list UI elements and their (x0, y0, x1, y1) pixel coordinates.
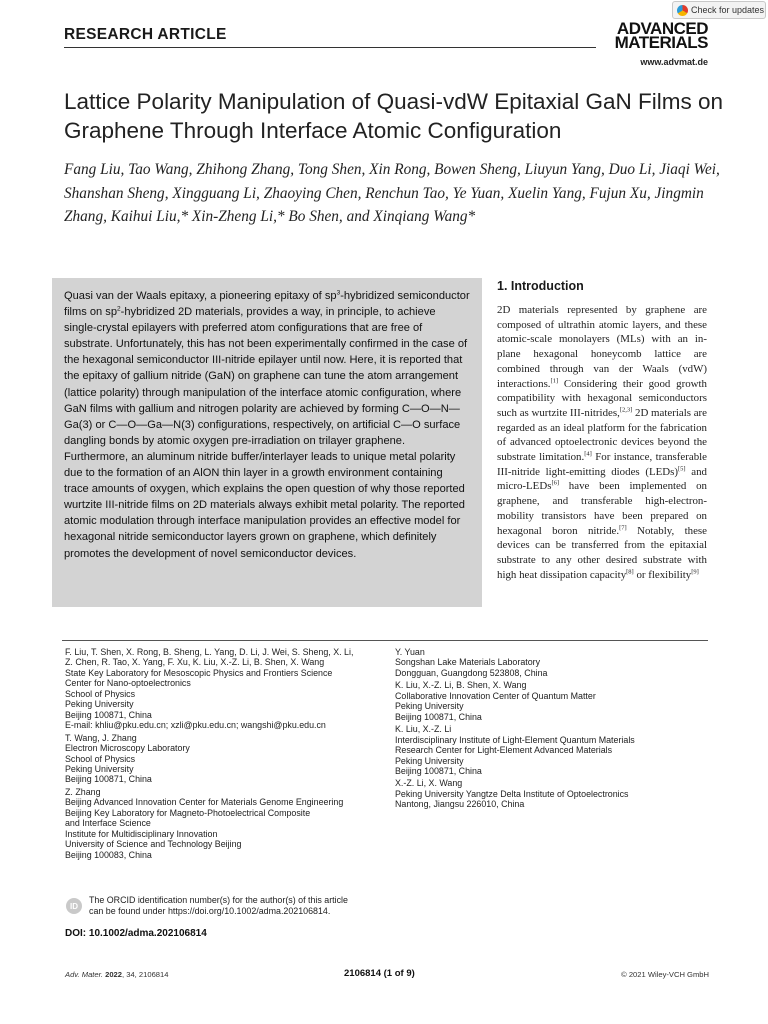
author-list: Fang Liu, Tao Wang, Zhihong Zhang, Tong Shen, Xin Rong, Bowen Sheng, Liuyun Yang, Duo Li, Jiaqi Wei, Shanshan Sheng, Xingguang Li, Zhaoying Chen, Renchun Tao, Ye Yuan, Xuelin Yang, Fujun Xu, Jingmin Zhang, Kaihui Liu,* Xin-Zheng Li,* Bo Shen, and Xinqiang Wang* (64, 161, 720, 225)
intro-text-part: Considering their good growth compatibility with hexagonal semiconductors such as wurtzite III-nitrides, (497, 377, 707, 419)
reference-link[interactable]: [1] (550, 376, 559, 384)
footer-page-number: 2106814 (1 of 9) (344, 968, 415, 979)
orcid-note (89, 895, 389, 917)
reference-link[interactable]: [8] (626, 568, 634, 576)
footer-volume-article: , 34, 2106814 (122, 970, 169, 979)
affiliation-line: Beijing 100083, China (65, 849, 152, 860)
affiliation-line: Beijing 100871, China (65, 709, 152, 720)
intro-text-part: Notably, these devices can be transferred from the epitaxial substrate to any other desired substrate with high heat dissipation capacity (497, 524, 707, 581)
footer-copyright: © 2021 Wiley-VCH GmbH (621, 970, 709, 979)
reference-link[interactable]: [7] (619, 523, 627, 531)
affiliation-line: Collaborative Innovation Center of Quantum Matter (395, 690, 596, 701)
affiliation-line: Beijing 100871, China (395, 765, 482, 776)
affiliation-line: Peking University (65, 699, 134, 710)
journal-url[interactable]: www.advmat.de (640, 57, 708, 67)
abstract-text (64, 288, 470, 562)
affiliation-line: State Key Laboratory for Mesoscopic Physics and Frontiers Science (65, 667, 333, 678)
affiliation-line: K. Liu, X.-Z. Li, B. Shen, X. Wang (395, 680, 527, 691)
affiliation-line: Nantong, Jiangsu 226010, China (395, 799, 525, 810)
affiliation-line: Interdisciplinary Institute of Light-Element Quantum Materials (395, 734, 635, 745)
affiliation-line: Songshan Lake Materials Laboratory (395, 657, 541, 668)
intro-text-part: 2D materials are regarded as an ideal platform for the fabrication of advanced optoelectronic devices beyond the substrate limitation. (497, 406, 707, 464)
reference-link[interactable]: [5] (678, 465, 686, 473)
affiliations-right (395, 647, 705, 810)
section-heading-introduction: 1. Introduction (497, 279, 584, 293)
affiliation-line: Institute for Multidisciplinary Innovation (65, 828, 218, 839)
crossmark-icon (677, 5, 688, 16)
affiliation-line: T. Wang, J. Zhang (65, 732, 137, 743)
footer-year: 2022 (105, 970, 123, 979)
affiliation-line: F. Liu, T. Shen, X. Rong, B. Sheng, L. Yang, D. Li, J. Wei, S. Sheng, X. Li, (65, 647, 354, 657)
affiliation-line: Y. Yuan (395, 647, 425, 657)
intro-text-part: For instance, transferable III-nitride light-emitting diodes (LEDs) (497, 451, 707, 478)
affiliation-line: Beijing 100871, China (65, 774, 152, 785)
affiliation-line: Electron Microscopy Laboratory (65, 743, 190, 754)
journal-logo (604, 19, 708, 52)
reference-link[interactable]: [4] (584, 450, 592, 458)
affiliation-line: E-mail: khliu@pku.edu.cn; xzli@pku.edu.cn; wangshi@pku.edu.cn (65, 720, 326, 731)
intro-text-part: have been implemented on graphene, and transferable high-electron-mobility transistors have been prepared on hexagonal boron nitride. (497, 480, 707, 537)
reference-link[interactable]: [6] (551, 479, 560, 487)
affiliation-line: and Interface Science (65, 818, 151, 829)
header-divider (64, 47, 596, 48)
affiliation-line: Beijing 100871, China (395, 711, 482, 722)
affiliation-line: University of Science and Technology Beijing (65, 839, 242, 850)
abstract-part: Quasi van der Waals epitaxy, a pioneering epitaxy of sp (64, 290, 337, 302)
affiliation-line: Peking University (65, 763, 134, 774)
article-title: Lattice Polarity Manipulation of Quasi-vdW Epitaxial GaN Films on Graphene Through Interface Atomic Configuration (64, 89, 724, 143)
affiliations-divider (62, 640, 708, 641)
intro-text-part: 2D materials represented by graphene are composed of ultrathin atomic layers, and these atomic-scale monolayers (MLs) with an in-plane hexagonal honeycomb lattice are combined through van der Waals (vdW) interactions. (497, 304, 707, 390)
journal-logo-line1: ADVANCED (616, 19, 708, 38)
superscript: 2 (117, 305, 121, 313)
check-for-updates-button[interactable] (672, 1, 766, 19)
intro-text-part: and micro-LEDs (497, 465, 708, 493)
intro-text-part: or flexibility (633, 568, 692, 581)
affiliation-line: Center for Nano-optoelectronics (65, 678, 191, 689)
footer-journal-abbr: Adv. Mater. (65, 970, 103, 979)
affiliation-line: Z. Zhang (65, 786, 101, 797)
affiliation-line: Z. Chen, R. Tao, X. Yang, F. Xu, K. Liu, X.-Z. Li, B. Shen, X. Wang (65, 657, 325, 668)
affiliation-line: Peking University Yangtze Delta Institute of Optoelectronics (395, 788, 629, 799)
orcid-line: The ORCID identification number(s) for the author(s) of this article (89, 895, 348, 905)
affiliation-line: X.-Z. Li, X. Wang (395, 778, 463, 789)
orcid-icon: ID (66, 898, 82, 914)
reference-link[interactable]: [2,3] (619, 406, 633, 414)
affiliations-left (65, 647, 385, 860)
reference-link[interactable]: [9] (691, 568, 699, 576)
affiliation-line: K. Liu, X.-Z. Li (395, 724, 452, 735)
check-for-updates-label: Check for updates (691, 5, 765, 15)
doi-link[interactable]: DOI: 10.1002/adma.202106814 (65, 928, 207, 939)
journal-logo-line2: MATERIALS (614, 33, 708, 52)
abstract-part: -hybridized 2D materials, provides a way, in principle, to achieve single-crystal epilayers with preferred atom configurations that are free of substrate. Unfortunately, this has not been experimentally confirmed in the case of the hexagonal semiconductor III-nitride epilayer until now. Here, it is reported that the epitaxy of gallium nitride (GaN) on graphene can tune the atom arrangement (lattice polarity) through manipulation of the interface atomic configuration, where GaN films with gallium and nitrogen polarity are achieved by forming C—O—N—Ga(3) or C—O—Ga—N(3) configurations, respectively, on artificial C—O surface dangling bonds by atomic oxygen pre-irradiation on trilayer graphene. Furthermore, an aluminum nitride buffer/interlayer leads to unique metal polarity due to the formation of an AlON thin layer in a growth environment containing trace amounts of oxygen, which explains the open question of why those reported wurtzite III-nitride films on 2D materials always exhibit metal polarity. The reported atomic modulation through interface manipulation provides an effective model for hexagonal nitride semiconductor layers grown on graphene, which definitely promotes the development of novel semiconductor devices. (64, 306, 468, 560)
affiliation-line: Peking University (395, 755, 464, 766)
affiliation-line: School of Physics (65, 688, 136, 699)
footer-citation (65, 970, 168, 979)
affiliation-line: Beijing Key Laboratory for Magneto-Photoelectrical Composite (65, 807, 311, 818)
superscript: 3 (336, 289, 341, 297)
affiliation-line: School of Physics (65, 753, 136, 764)
orcid-line[interactable]: can be found under https://doi.org/10.1002/adma.202106814. (89, 906, 331, 916)
affiliation-line: Research Center for Light-Element Advanced Materials (395, 745, 613, 756)
affiliation-line: Dongguan, Guangdong 523808, China (395, 667, 548, 678)
abstract-part: -hybridized semiconductor films on sp (64, 290, 470, 319)
introduction-text (497, 303, 707, 582)
affiliation-line: Beijing Advanced Innovation Center for Materials Genome Engineering (65, 797, 344, 808)
article-type-label: RESEARCH ARTICLE (64, 26, 227, 43)
affiliation-line: Peking University (395, 701, 464, 712)
